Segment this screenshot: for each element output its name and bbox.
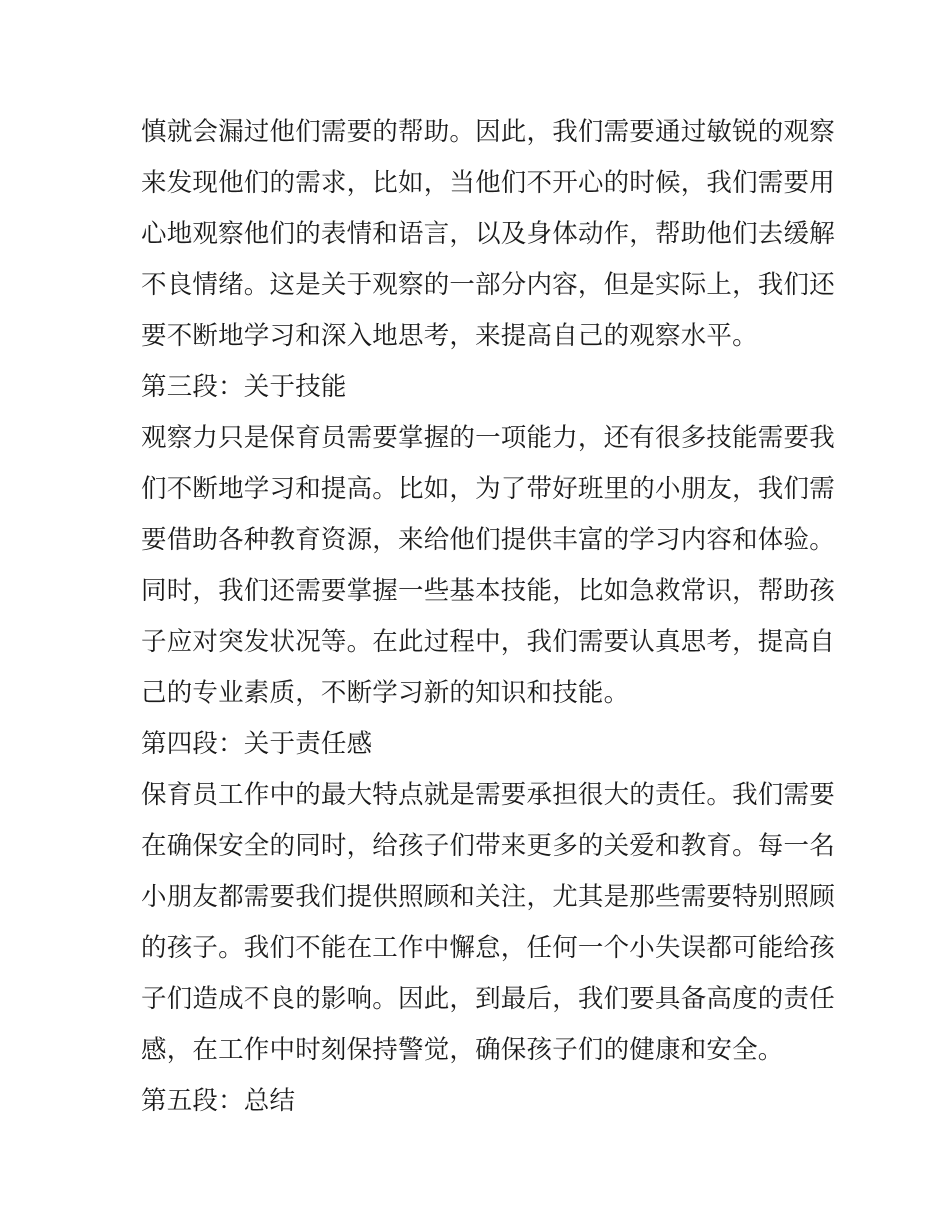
text-line: 感，在工作中时刻保持警觉，确保孩子们的健康和安全。 [141, 1035, 784, 1065]
section-heading: 第五段：总结 [141, 1086, 296, 1116]
text-line: 子们造成不良的影响。因此，到最后，我们要具备高度的责任 [141, 984, 835, 1014]
text-line: 保育员工作中的最大特点就是需要承担很大的责任。我们需要 [141, 780, 835, 810]
text-line: 同时，我们还需要掌握一些基本技能，比如急救常识，帮助孩 [141, 576, 835, 606]
text-line: 不良情绪。这是关于观察的一部分内容，但是实际上，我们还 [141, 270, 835, 300]
section-heading: 第四段：关于责任感 [141, 729, 373, 759]
text-line: 心地观察他们的表情和语言，以及身体动作，帮助他们去缓解 [141, 219, 835, 249]
text-line: 小朋友都需要我们提供照顾和关注，尤其是那些需要特别照顾 [141, 882, 835, 912]
text-line: 在确保安全的同时，给孩子们带来更多的关爱和教育。每一名 [141, 831, 835, 861]
document-body [141, 107, 835, 1127]
text-line: 己的专业素质，不断学习新的知识和技能。 [141, 678, 630, 708]
section-heading: 第三段：关于技能 [141, 372, 347, 402]
text-line: 的孩子。我们不能在工作中懈怠，任何一个小失误都可能给孩 [141, 933, 835, 963]
text-line: 子应对突发状况等。在此过程中，我们需要认真思考，提高自 [141, 627, 835, 657]
text-line: 慎就会漏过他们需要的帮助。因此，我们需要通过敏锐的观察 [141, 117, 835, 147]
text-line: 来发现他们的需求，比如，当他们不开心的时候，我们需要用 [141, 168, 835, 198]
text-line: 们不断地学习和提高。比如，为了带好班里的小朋友，我们需 [141, 474, 835, 504]
text-line: 观察力只是保育员需要掌握的一项能力，还有很多技能需要我 [141, 423, 835, 453]
text-line: 要借助各种教育资源，来给他们提供丰富的学习内容和体验。 [141, 525, 835, 555]
text-line: 要不断地学习和深入地思考，来提高自己的观察水平。 [141, 321, 758, 351]
